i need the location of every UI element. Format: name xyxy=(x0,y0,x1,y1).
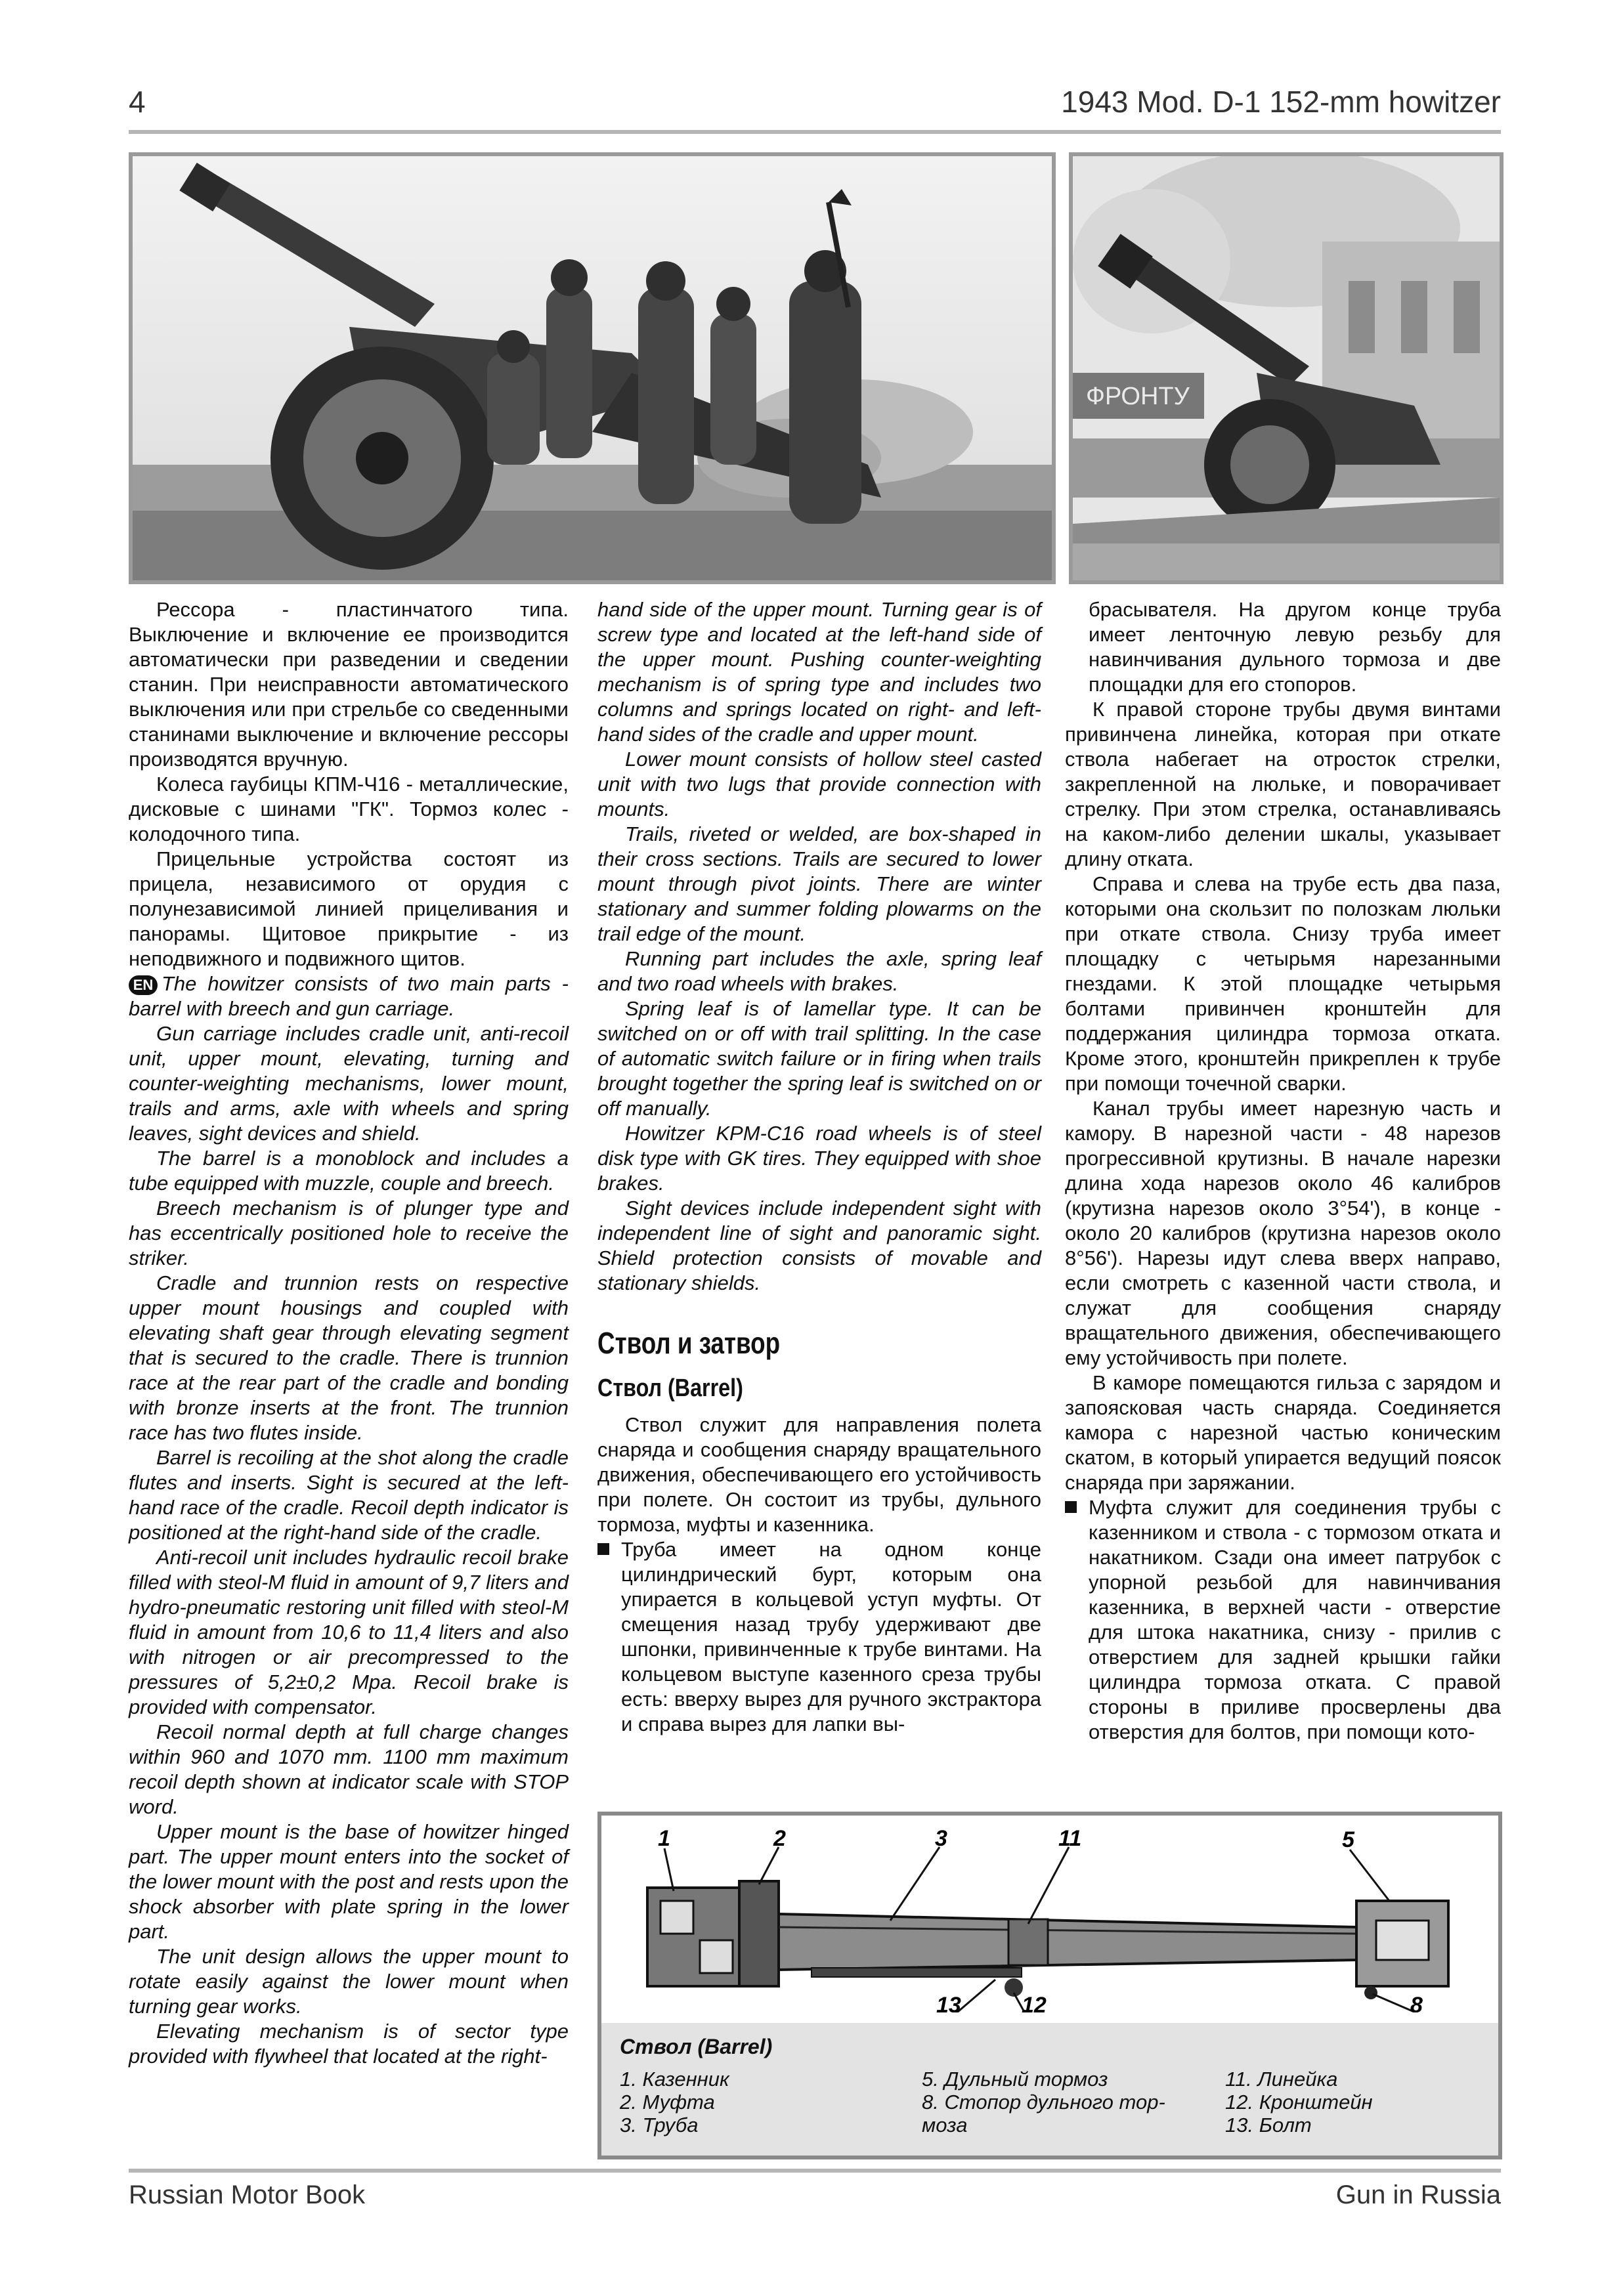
howitzer-crew-photo xyxy=(129,152,1056,584)
bullet-item xyxy=(1065,1495,1501,1745)
paragraph: Lower mount consists of hollow steel casted unit with two lugs that provide connection with mounts. xyxy=(597,748,1041,820)
caption-title: Ствол (Barrel) xyxy=(620,2035,773,2058)
bullet-square-icon xyxy=(1065,1501,1077,1513)
section-heading: Ствол и затвор xyxy=(597,1326,781,1360)
caption-item: 13. Болт xyxy=(1225,2114,1312,2137)
page-number: 4 xyxy=(129,85,146,119)
paragraph: брасывателя. На другом конце труба имеет ленточную левую резьбу для навинчивания дульного тормоза и две площадки для его стопоров. xyxy=(1089,598,1501,696)
paragraph: Прицельные устройства состоят из прицела, независимого от орудия с полунезависимой линией прицеливания и панорамы. Щитовое прикрытие - из неподвижного и подвижного щитов. xyxy=(129,847,569,970)
paragraph: Running part includes the axle, spring leaf and two road wheels with brakes. xyxy=(597,947,1041,995)
paragraph: Breech mechanism is of plunger type and has eccentrically positioned hole to receive the striker. xyxy=(129,1197,569,1269)
en-language-badge: EN xyxy=(129,975,158,995)
paragraph: Канал трубы имеет нарезную часть и камору. В нарезной части - 48 нарезов прогрессивной крутизны. В начале нарезки длина хода нарезов около 46 калибров (крутизна нарезов около 3°54'), в конце - около 20 калибров (крутизна нарезов около 8°56'). Нарезы идут слева вверх направо, если смотреть с казенной части ствола, и служат для сообщения снаряду вращательного движения, обеспечивающего ему устойчивость при полете. xyxy=(1065,1097,1501,1369)
paragraph: Barrel is recoiling at the shot along the cradle flutes and inserts. Sight is secured at the left-hand race of the cradle. Recoil depth indicator is positioned at the right-hand side of the cradle. xyxy=(129,1446,569,1544)
caption-item: 11. Линейка xyxy=(1225,2068,1338,2091)
paragraph: The unit design allows the upper mount to rotate easily against the lower mount when turning gear works. xyxy=(129,1945,569,2018)
caption-item: моза xyxy=(922,2114,968,2137)
paragraph-en-intro xyxy=(129,971,569,1021)
paragraph: Sight devices include independent sight with independent line of sight and panoramic sight. Shield protection consists of movable and stationary shields. xyxy=(597,1197,1041,1294)
paragraph: Howitzer KPM-C16 road wheels is of steel disk type with GK tires. They equipped with shoe brakes. xyxy=(597,1122,1041,1195)
paragraph: Cradle and trunnion rests on respective upper mount housings and coupled with elevating shaft gear through elevating segment that is secured to the cradle. There is trunnion race at the rear part of the cradle and bonding with bronze inserts at the front. The trunnion race has two flutes inside. xyxy=(129,1271,569,1444)
caption-item: 12. Кронштейн xyxy=(1225,2091,1373,2114)
footer-publisher: Russian Motor Book xyxy=(129,2180,366,2209)
paragraph: Справа и слева на трубе есть два паза, которыми она скользит по полозкам люльки при откате ствола. Снизу труба имеет площадку с четырьмя нарезанными гнездами. К этой площадке четырьмя болтами привинчен кронштейн для поддержания цилиндра тормоза отката. Кроме этого, кронштейн прикреплен к трубе при помощи точечной сварки. xyxy=(1065,872,1501,1095)
paragraph: Ствол служит для направления полета снаряда и сообщения снаряду вращательного движения, обеспечивающего его устойчивость при полете. Он состоит из трубы, дульного тормоза, муфты и казенника. xyxy=(597,1413,1041,1536)
barrel-diagram xyxy=(601,1816,1498,2012)
text-column-1 xyxy=(129,597,569,2069)
paragraph: Колеса гаубицы КПМ-Ч16 - металлические, дисковые с шинами "ГК". Тормоз колес - колодочного типа. xyxy=(129,773,569,845)
text-column-3 xyxy=(1065,597,1501,1745)
paragraph-text: The howitzer consists of two main parts - barrel with breech and gun carriage. xyxy=(129,972,569,1020)
bullet-text: Труба имеет на одном конце цилиндрический бурт, которым она упирается в кольцевой уступ муфты. От смещения назад трубу удерживают две шпонки, привинченные к трубе винтами. На кольцевом выступе казенного среза трубы есть: вверху вырез для ручного экстрактора и справа вырез для лапки вы- xyxy=(621,1538,1041,1735)
text-column-2 xyxy=(597,597,1041,1737)
paragraph: Anti-recoil unit includes hydraulic recoil brake filled with steol-M fluid in amount of 9,7 liters and hydro-pneumatic restoring unit filled with steol-M fluid in amount from 10,6 to 11,4 liters and also with nitrogen or air precompressed to the pressures of 5,2±0,2 Mpa. Recoil brake is provided with compensator. xyxy=(129,1546,569,1718)
paragraph: Рессора - пластинчатого типа. Выключение и включение ее производится автоматически при разведении и сведении станин. При неисправности автоматического выключения или при стрельбе со сведенными станинами выключение и включение рессоры производятся вручную. xyxy=(129,598,569,771)
diagram-label: 8 xyxy=(1410,1993,1423,2012)
caption-column-2 xyxy=(922,2068,1165,2137)
paragraph: Gun carriage includes cradle unit, anti-recoil unit, upper mount, elevating, turning and counter-weighting mechanisms, lower mount, trails and arms, axle with wheels and spring leaves, sight devices and shield. xyxy=(129,1022,569,1145)
footer-series: Gun in Russia xyxy=(1335,2180,1501,2209)
monument-howitzer-photo xyxy=(1069,152,1504,584)
caption-column-3 xyxy=(1225,2068,1373,2137)
diagram-caption xyxy=(601,2023,1498,2156)
caption-item: 3. Труба xyxy=(620,2114,699,2137)
paragraph: В каморе помещаются гильза с зарядом и запоясковая часть снаряда. Соединяется камора с нарезной частью коническим скатом, в который упирается ведущий поясок снаряда при заряжании. xyxy=(1065,1371,1501,1494)
diagram-label: 5 xyxy=(1342,1827,1354,1852)
monument-sign: ФРОНТУ xyxy=(1086,383,1190,410)
paragraph: Elevating mechanism is of sector type provided with flywheel that located at the right- xyxy=(129,2020,569,2068)
bullet-square-icon xyxy=(597,1543,609,1555)
diagram-label: 2 xyxy=(773,1826,786,1851)
bullet-text: Муфта служит для соединения трубы с казенником и ствола - с тормозом отката и накатником. Сзади она имеет патрубок с упорной резьбой для навинчивания казенника, в верхней части - отверстие для штока накатника, снизу - прилив с отверстием для задней крышки гайки цилиндра тормоза отката. С правой стороны в приливе просверлены два отверстия для болтов, при помощи кото- xyxy=(1089,1496,1501,1743)
caption-item: 5. Дульный тормоз xyxy=(922,2068,1108,2091)
diagram-label: 12 xyxy=(1022,1993,1047,2012)
diagram-label: 13 xyxy=(936,1993,961,2012)
subsection-heading: Ствол (Barrel) xyxy=(597,1374,743,1402)
caption-item: 2. Муфта xyxy=(620,2091,715,2114)
bullet-item xyxy=(597,1537,1041,1737)
header-rule xyxy=(129,130,1501,134)
paragraph: Spring leaf is of lamellar type. It can be switched on or off with trail splitting. In the case of automatic switch failure or in firing when trails brought together the spring leaf is switched on or off manually. xyxy=(597,997,1041,1120)
diagram-label: 3 xyxy=(935,1826,947,1851)
paragraph: Recoil normal depth at full charge changes within 960 and 1070 mm. 1100 mm maximum recoil depth shown at indicator scale with STOP word. xyxy=(129,1720,569,1818)
diagram-label: 1 xyxy=(658,1826,670,1851)
diagram-label: 11 xyxy=(1058,1826,1082,1851)
paragraph: hand side of the upper mount. Turning gear is of screw type and located at the left-hand side of the upper mount. Pushing counter-weighting mechanism is of spring type and includes two columns and springs located on right- and left-hand sides of the cradle and upper mount. xyxy=(597,598,1041,746)
paragraph: К правой стороне трубы двумя винтами привинчена линейка, которая при откате ствола набегает на отросток стрелки, закрепленной на люльке, и поворачивает стрелку. При этом стрелка, останавливаясь на каком-либо делении шкалы, указывает длину отката. xyxy=(1065,698,1501,870)
caption-item: 8. Стопор дульного тор- xyxy=(922,2091,1165,2114)
footer-rule xyxy=(129,2169,1501,2173)
paragraph: The barrel is a monoblock and includes a tube equipped with muzzle, couple and breech. xyxy=(129,1147,569,1195)
running-title: 1943 Mod. D-1 152-mm howitzer xyxy=(1061,85,1501,119)
caption-item: 1. Казенник xyxy=(620,2068,729,2091)
barrel-diagram-figure xyxy=(597,1812,1502,2159)
paragraph: Trails, riveted or welded, are box-shaped in their cross sections. Trails are secured to lower mount through pivot joints. There are winter stationary and summer folding plowarms on the trail edge of the mount. xyxy=(597,822,1041,945)
paragraph: Upper mount is the base of howitzer hinged part. The upper mount enters into the socket of the lower mount with the post and rests upon the shock absorber with plate spring in the lower part. xyxy=(129,1820,569,1943)
caption-column-1 xyxy=(620,2068,729,2137)
